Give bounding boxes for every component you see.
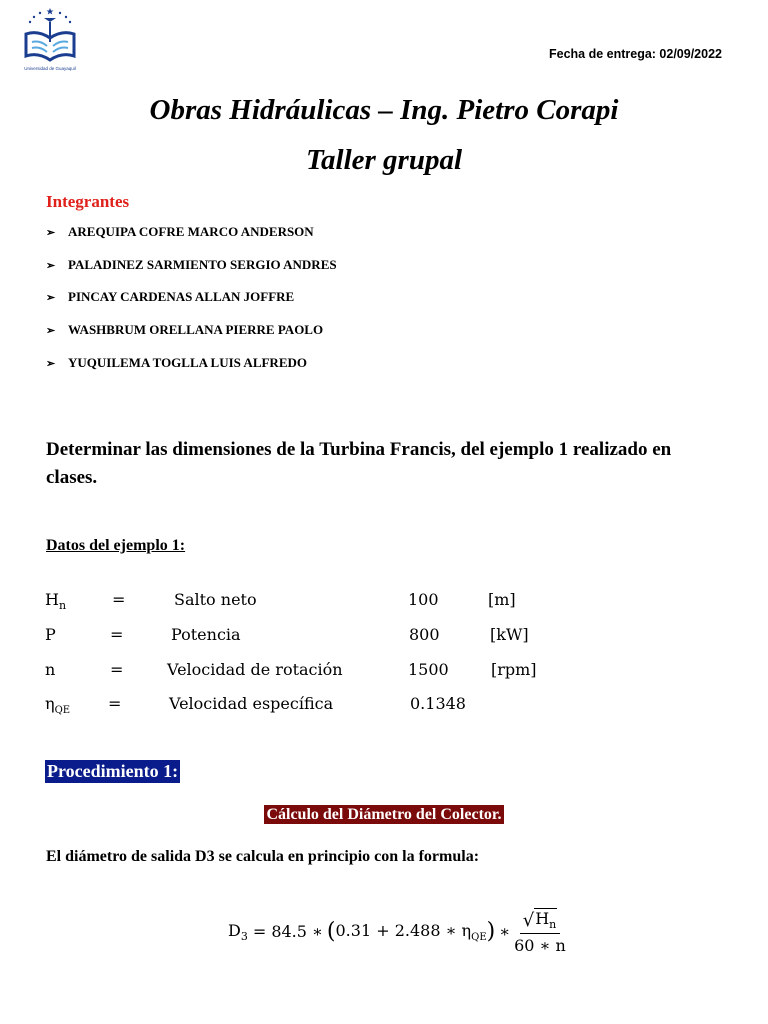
value: 1500 [408,660,449,679]
member-name: WASHBRUM ORELLANA PIERRE PAOLO [68,322,324,337]
description: Potencia [171,625,241,644]
delivery-date: Fecha de entrega: 02/09/2022 [548,47,722,61]
member-name: YUQUILEMA TOGLLA LUIS ALFREDO [68,355,307,370]
formula-times: ∗ [499,922,511,942]
university-logo [20,4,80,74]
book-torch-logo-icon [20,4,80,66]
equals: = [110,660,124,679]
calculo-heading-text: Cálculo del Diámetro del Colector. [266,806,502,823]
value: 0.1348 [410,694,466,713]
course-title: Obras Hidráulicas – Ing. Pietro Corapi [149,94,619,126]
close-paren: ) [486,919,496,945]
formula-lhs: $D_3$ [228,920,248,943]
arrow-bullet-icon: ➢ [46,226,56,239]
unit: [kW] [490,625,529,644]
arrow-bullet-icon: ➢ [46,324,56,337]
member-name: AREQUIPA COFRE MARCO ANDERSON [68,224,314,239]
symbol: $\eta_{QE}$ [45,694,71,717]
diameter-formula [228,908,566,955]
member-name: PALADINEZ SARMIENTO SERGIO ANDRES [68,257,337,272]
symbol: n [45,660,56,679]
formula-fraction [514,908,566,955]
member-item [46,257,337,273]
sqrt-icon: √ $H_n$ [522,909,557,932]
calculo-heading [0,806,768,824]
member-item [46,322,323,338]
member-item [46,355,307,371]
equals: = [108,694,122,713]
open-paren: ( [326,919,336,945]
equals: = [112,590,126,609]
value: 100 [408,590,439,609]
formula-intro: El diámetro de salida D3 se calcula en principio con la formula: [46,848,480,865]
integrantes-heading: Integrantes [46,192,130,211]
value: 800 [409,625,440,644]
procedimiento-heading: Procedimiento 1: [47,761,179,781]
symbol: P [45,625,56,644]
arrow-bullet-icon: ➢ [46,259,56,272]
assignment-title: Taller grupal [305,144,463,176]
unit: [m] [488,590,516,609]
fraction-numerator [520,908,561,934]
arrow-bullet-icon: ➢ [46,357,56,370]
formula-coefficient: = 84.5 ∗ [252,922,323,942]
fraction-denominator: 60 ∗ n [514,936,566,956]
datos-heading: Datos del ejemplo 1: [46,537,186,554]
problem-statement: Determinar las dimensiones de la Turbina Francis, del ejemplo 1 realizado en clases. [46,439,672,488]
description: Salto neto [174,590,257,609]
description: Velocidad específica [169,694,334,713]
logo-caption: Universidad de Guayaquil [24,66,76,71]
description: Velocidad de rotación [167,660,343,679]
equals: = [110,625,124,644]
unit: [rpm] [491,660,537,679]
arrow-bullet-icon: ➢ [46,291,56,304]
member-item [46,224,314,240]
member-item [46,289,294,305]
formula-inner: 0.31 + 2.488 ∗ $\eta_{QE}$ [335,920,487,943]
symbol: $H_n$ [45,590,67,613]
member-name: PINCAY CARDENAS ALLAN JOFFRE [68,289,295,304]
